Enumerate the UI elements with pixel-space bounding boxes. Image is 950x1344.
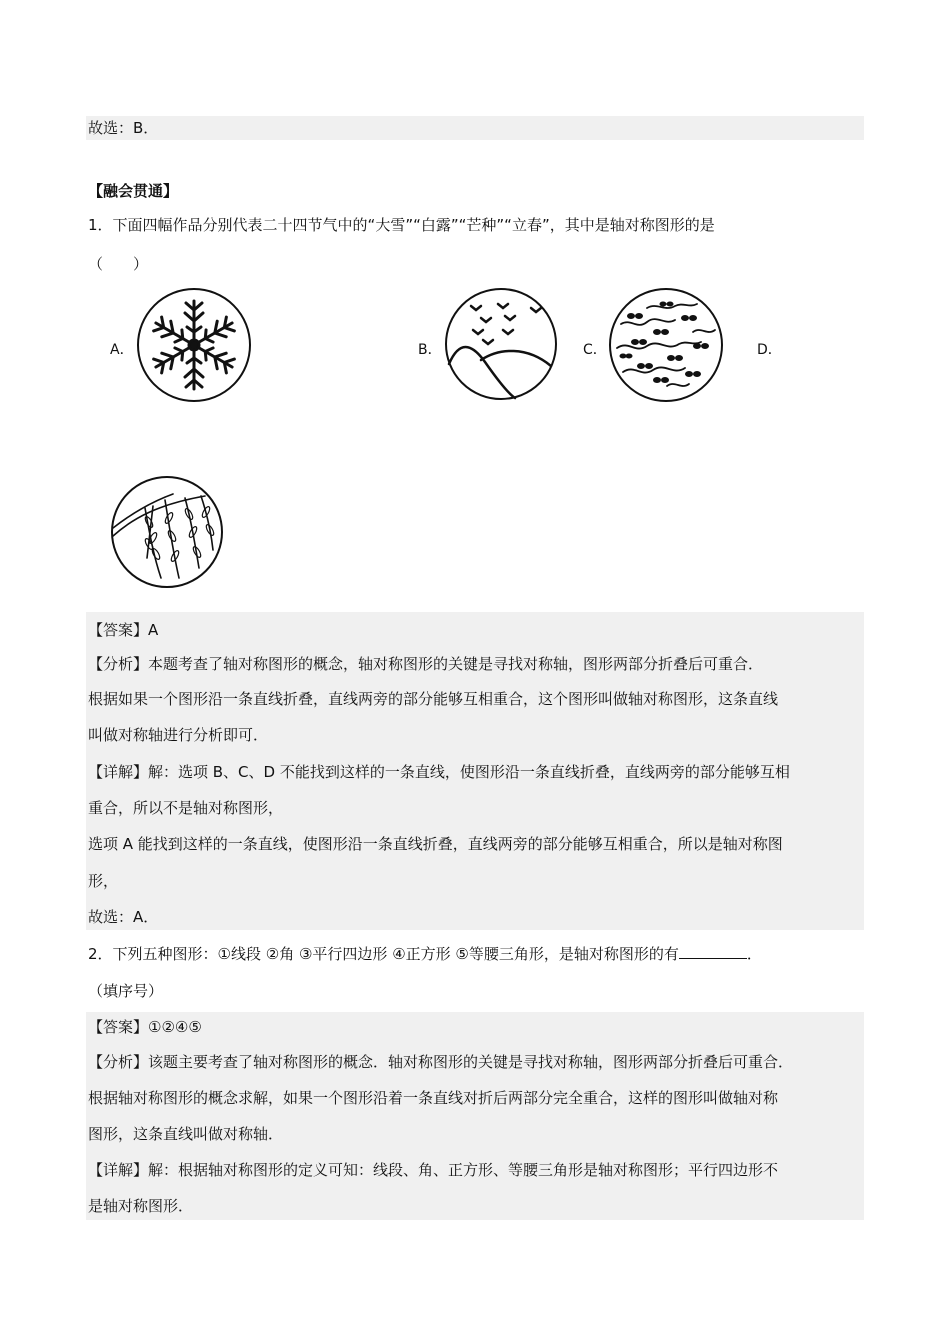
q2-analysis-line3: 图形，这条直线叫做对称轴． bbox=[88, 1125, 284, 1143]
snowflake-figure bbox=[135, 286, 253, 404]
q2-stem-line1 bbox=[88, 944, 762, 964]
q1-detail-line3: 选项 A 能找到这样的一条直线，使图形沿一条直线折叠，直线两旁的部分能够互相重合，所以是轴对称图 bbox=[88, 835, 783, 853]
q1-analysis-line3: 叫做对称轴进行分析即可． bbox=[88, 726, 269, 744]
q2-stem-text: 2．下列五种图形：①线段 ②角 ③平行四边形 ④正方形 ⑤等腰三角形，是轴对称图形的有 bbox=[88, 945, 679, 963]
prev-conclusion: 故选：B． bbox=[88, 119, 159, 137]
option-a-label: A． bbox=[110, 342, 134, 358]
q2-solution-shade bbox=[86, 1012, 864, 1220]
option-b-label: B． bbox=[418, 342, 442, 358]
q2-detail-line2: 是轴对称图形． bbox=[88, 1197, 194, 1215]
q2-stem-line2: （填序号） bbox=[88, 982, 164, 1000]
answer-blank bbox=[679, 944, 747, 959]
birds-hills-figure bbox=[443, 286, 559, 402]
q1-detail-line4: 形， bbox=[88, 872, 119, 890]
option-c-label: C． bbox=[583, 342, 607, 358]
solution-shade bbox=[86, 116, 864, 140]
section-title: 【融会贯通】 bbox=[88, 182, 179, 200]
q2-analysis-line1: 【分析】该题主要考查了轴对称图形的概念．轴对称图形的关键是寻找对称轴，图形两部分折叠后可重合． bbox=[88, 1053, 794, 1071]
q2-analysis-line2: 根据轴对称图形的概念求解，如果一个图形沿着一条直线对折后两部分完全重合，这样的图形叫做轴对称 bbox=[88, 1089, 779, 1107]
q2-answer: 【答案】①②④⑤ bbox=[88, 1018, 202, 1036]
q2-detail-line1: 【详解】解：根据轴对称图形的定义可知：线段、角、正方形、等腰三角形是轴对称图形；平行四边形不 bbox=[88, 1161, 779, 1179]
q1-analysis-line1: 【分析】本题考查了轴对称图形的概念，轴对称图形的关键是寻找对称轴，图形两部分折叠后可重合． bbox=[88, 655, 764, 673]
q1-stem-line1: 1．下面四幅作品分别代表二十四节气中的“大雪”“白露”“芒种”“立春”，其中是轴对称图形的是 bbox=[88, 216, 715, 234]
q2-stem-end: ． bbox=[746, 945, 762, 963]
q1-detail-line1: 【详解】解：选项 B、C、D 不能找到这样的一条直线，使图形沿一条直线折叠，直线两旁的部分能够互相 bbox=[88, 763, 790, 781]
q1-conclusion: 故选：A． bbox=[88, 908, 159, 926]
q1-answer: 【答案】A bbox=[88, 621, 159, 639]
option-d-label: D． bbox=[757, 342, 782, 358]
sprouts-field-figure bbox=[607, 286, 725, 404]
willow-figure bbox=[109, 474, 225, 590]
q1-analysis-line2: 根据如果一个图形沿一条直线折叠，直线两旁的部分能够互相重合，这个图形叫做轴对称图形，这条直线 bbox=[88, 690, 779, 708]
q1-detail-line2: 重合，所以不是轴对称图形， bbox=[88, 799, 284, 817]
q1-stem-line2: （ ） bbox=[88, 255, 149, 273]
